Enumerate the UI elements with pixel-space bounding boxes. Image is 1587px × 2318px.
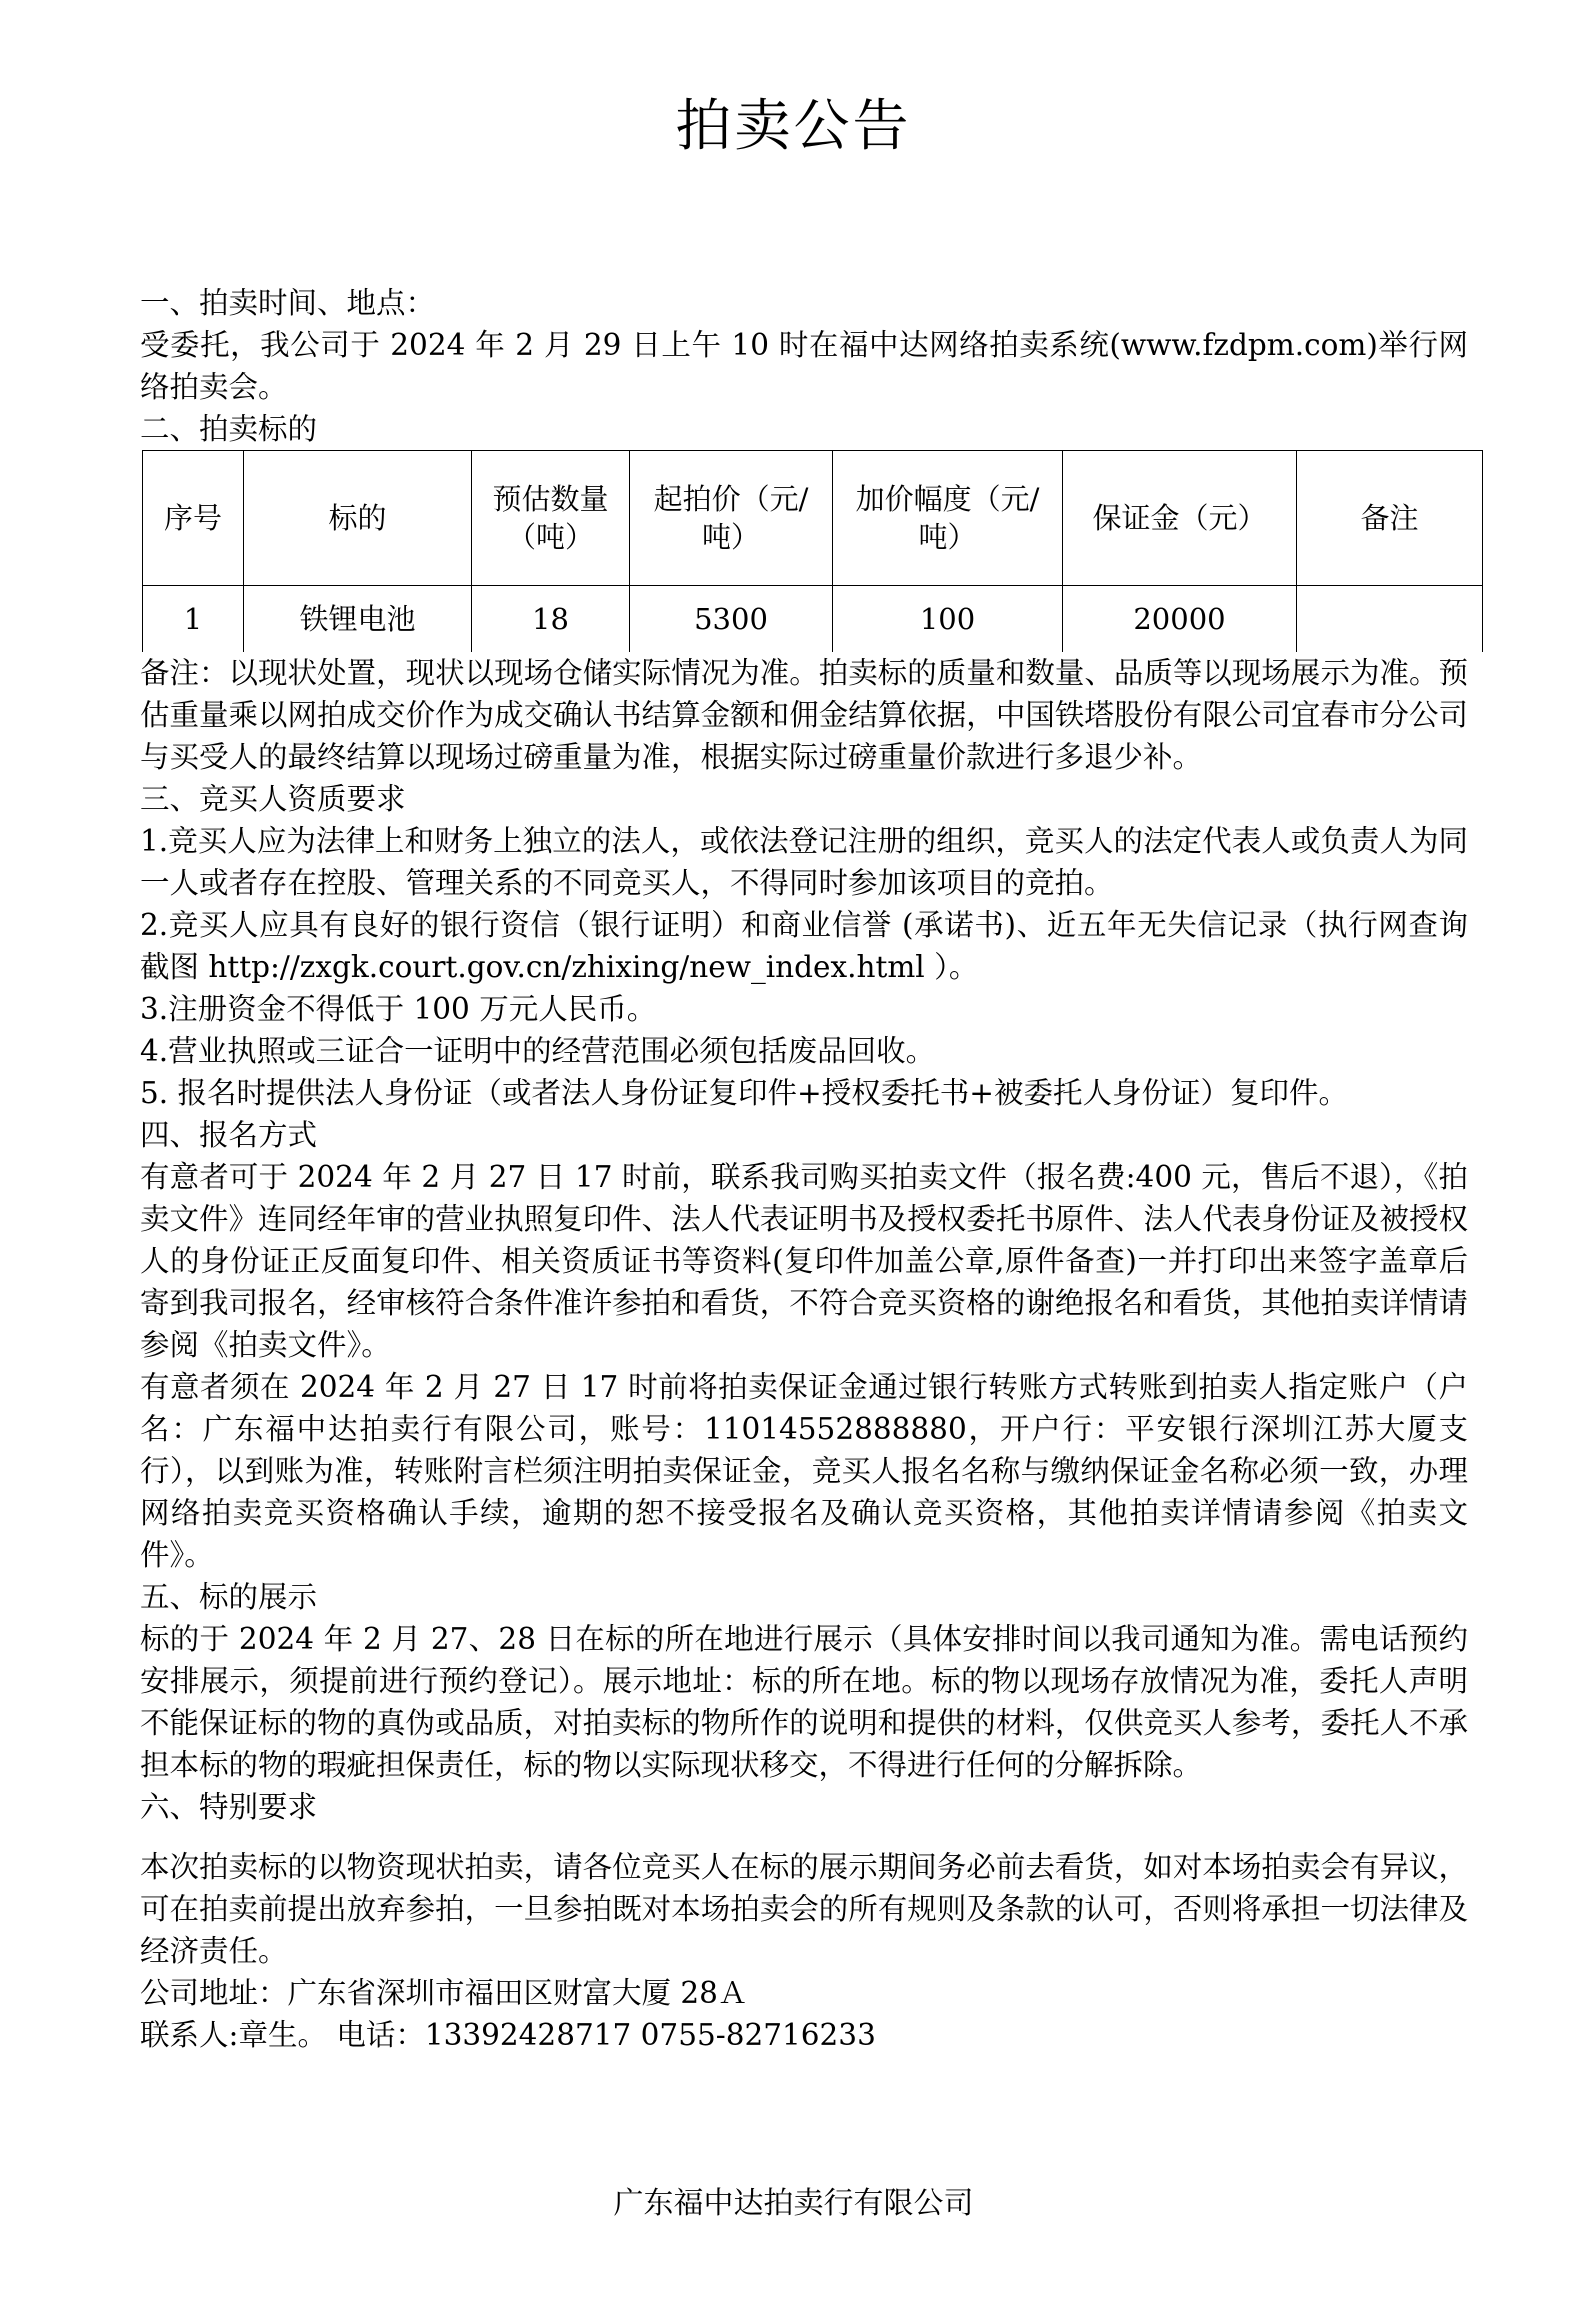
col-header-start-price: 起拍价（元/吨） [630,451,833,586]
spacer [140,1828,1468,1846]
company-address: 公司地址：广东省深圳市福田区财富大厦 28Ａ [140,1976,748,2010]
col-header-index: 序号 [143,451,244,586]
requirement-item: 5. 报名时提供法人身份证（或者法人身份证复印件+授权委托书+被委托人身份证）复印件。 [140,1076,1348,1110]
section-2-heading: 二、拍卖标的 [140,412,318,446]
cell-item: 铁锂电池 [244,586,472,653]
section-1-text: 受委托，我公司于 2024 年 2 月 29 日上午 10 时在福中达网络拍卖系统(www.fzdpm.com)举行网络拍卖会。 [140,328,1468,404]
requirement-item: 3.注册资金不得低于 100 万元人民币。 [140,992,657,1026]
cell-deposit: 20000 [1063,586,1297,653]
section-2-note: 备注：以现状处置，现状以现场仓储实际情况为准。拍卖标的质量和数量、品质等以现场展示为准。预估重量乘以网拍成交价作为成交确认书结算金额和佣金结算依据，中国铁塔股份有限公司宜春市分公司与买受人的最终结算以现场过磅重量为准，根据实际过磅重量价款进行多退少补。 [140,656,1468,774]
requirement-item: 4.营业执照或三证合一证明中的经营范围必须包括废品回收。 [140,1034,936,1068]
col-header-quantity: 预估数量（吨） [472,451,630,586]
col-header-remarks: 备注 [1297,451,1483,586]
page-title: 拍卖公告 [675,94,912,159]
contact-phone: 联系人:章生。 电话：13392428717 0755-82716233 [140,2018,876,2052]
requirement-item: 1.竞买人应为法律上和财务上独立的法人，或依法登记注册的组织，竞买人的法定代表人或负责人为同一人或者存在控股、管理关系的不同竞买人，不得同时参加该项目的竞拍。 [140,824,1468,900]
cell-remarks [1297,586,1483,653]
cell-increment: 100 [833,586,1063,653]
registration-paragraph: 有意者可于 2024 年 2 月 27 日 17 时前，联系我司购买拍卖文件（报名费:400 元，售后不退），《拍卖文件》连同经年审的营业执照复印件、法人代表证明书及授权委托书原件、法人代表身份证及被授权人的身份证正反面复印件、相关资质证书等资料(复印件加盖公章,原件备查)一并打印出来签字盖章后寄到我司报名，经审核符合条件准许参拍和看货，不符合竞买资格的谢绝报名和看货，其他拍卖详情请参阅《拍卖文件》。 [140,1160,1468,1362]
cell-index: 1 [143,586,244,653]
col-header-increment: 加价幅度（元/吨） [833,451,1063,586]
section-6-heading: 六、特别要求 [140,1790,318,1824]
cell-quantity: 18 [472,586,630,653]
document-body [140,282,1468,2056]
section-4-heading: 四、报名方式 [140,1118,318,1152]
section-1-heading: 一、拍卖时间、地点： [140,286,436,320]
auction-lot-table [142,450,1483,652]
section-5-heading: 五、标的展示 [140,1580,318,1614]
deposit-paragraph: 有意者须在 2024 年 2 月 27 日 17 时前将拍卖保证金通过银行转账方式转账到拍卖人指定账户（户名：广东福中达拍卖行有限公司，账号：11014552888880，开户行：平安银行深圳江苏大厦支行），以到账为准，转账附言栏须注明拍卖保证金，竞买人报名名称与缴纳保证金名称必须一致，办理网络拍卖竞买资格确认手续，逾期的恕不接受报名及确认竞买资格，其他拍卖详情请参阅《拍卖文件》。 [140,1370,1468,1572]
section-3-heading: 三、竞买人资质要求 [140,782,406,816]
cell-start-price: 5300 [630,586,833,653]
col-header-deposit: 保证金（元） [1063,451,1297,586]
col-header-item: 标的 [244,451,472,586]
requirement-item: 2.竞买人应具有良好的银行资信（银行证明）和商业信誉 (承诺书)、近五年无失信记录（执行网查询截图 http://zxgk.court.gov.cn/zhixing/new_index.html ）。 [140,908,1468,984]
section-5-text: 标的于 2024 年 2 月 27、28 日在标的所在地进行展示（具体安排时间以我司通知为准。需电话预约安排展示，须提前进行预约登记）。展示地址：标的所在地。标的物以现场存放情况为准，委托人声明不能保证标的物的真伪或品质，对拍卖标的物所作的说明和提供的材料，仅供竞买人参考，委托人不承担本标的物的瑕疵担保责任，标的物以实际现状移交，不得进行任何的分解拆除。 [140,1622,1468,1782]
table-header-row [143,451,1483,586]
company-signature: 广东福中达拍卖行有限公司 [613,2186,974,2221]
table-row [143,586,1483,653]
section-6-text: 本次拍卖标的以物资现状拍卖，请各位竞买人在标的展示期间务必前去看货，如对本场拍卖会有异议，可在拍卖前提出放弃参拍，一旦参拍既对本场拍卖会的所有规则及条款的认可，否则将承担一切法律及经济责任。 [140,1850,1468,1968]
